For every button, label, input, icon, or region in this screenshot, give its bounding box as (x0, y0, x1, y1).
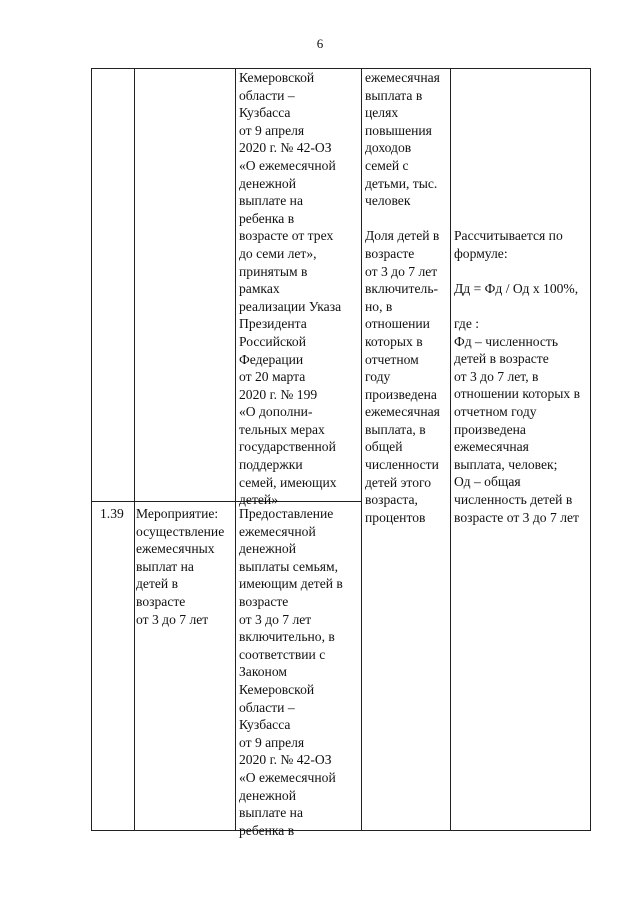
event-cell: Мероприятие: осуществление ежемесячных выплат на детей в возрасте от 3 до 7 лет (136, 506, 225, 627)
indicator-cell: ежемесячная выплата в целях повышения доходов семей с детьми, тыс. человек Доля детей в возрасте от 3 до 7 лет включитель- но, в отношении которых в отчетном году произведена ежемесячная выплата, в общей численности детей этого возраста, процентов (365, 70, 440, 525)
column-divider (235, 69, 236, 830)
calculation-formula-cell: Рассчитывается по формуле: Дд = Фд / Од х 100%, где : Фд – численность детей в возрасте от 3 до 7 лет, в отношении которых в отчетном году произведена ежемесячная выплата, человек; Од – общая численность детей в возрасте от 3 до 7 лет (454, 228, 580, 525)
page-number: 6 (316, 36, 324, 51)
law-reference-cell-continued: Кемеровской области – Кузбасса от 9 апреля 2020 г. № 42-ОЗ «О ежемесячной денежной выплате на ребенка в возрасте от трех до семи лет», принятым в рамках реализации Указа Президента Российской Федерации от 20 марта 2020 г. № 199 «О дополни- тельных мерах государственной поддержки семей, имеющих детей» (239, 70, 342, 508)
column-divider (361, 69, 362, 830)
law-reference-cell: Предоставление ежемесячной денежной выплаты семьям, имеющим детей в возрасте от 3 до 7 лет включительно, в соответствии с Законом Кемеровской области – Кузбасса от 9 апреля 2020 г. № 42-ОЗ «О ежемесячной денежной выплате на ребенка в (239, 506, 343, 838)
column-divider (134, 69, 135, 830)
program-table (91, 68, 591, 838)
row-number-cell: 1.39 (100, 506, 124, 521)
